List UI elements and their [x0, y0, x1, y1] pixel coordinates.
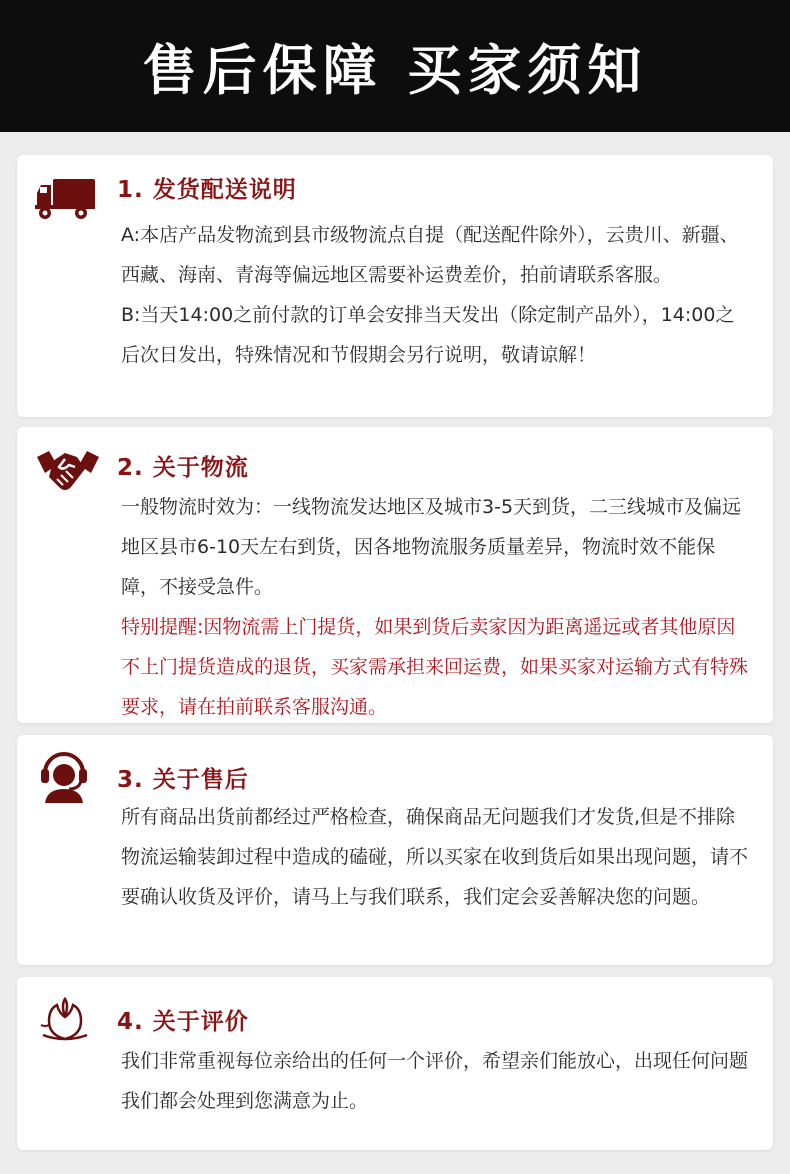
section-title: 1. 发货配送说明 [117, 177, 297, 203]
warning-text: 特别提醒:因物流需上门提货，如果到货后卖家因为距离遥远或者其他原因不上门提货造成的退货，买家需承担来回运费，如果买家对运输方式有特殊要求，请在拍前联系客服沟通。 [121, 616, 749, 718]
section-after-sales [17, 735, 773, 965]
page-header [0, 0, 790, 132]
section-body [121, 487, 753, 727]
handshake-icon [35, 443, 101, 499]
paragraph: A:本店产品发物流到县市级物流点自提（配送配件除外），云贵川、新疆、西藏、海南、青海等偏远地区需要补运费差价，拍前请联系客服。 [121, 224, 739, 286]
section-shipping [17, 155, 773, 417]
section-title: 4. 关于评价 [117, 1009, 249, 1035]
section-title: 2. 关于物流 [117, 455, 249, 481]
section-body [121, 797, 753, 917]
customer-service-icon [39, 751, 89, 803]
page-title: 售后保障 买家须知 [142, 38, 648, 102]
truck-icon [35, 175, 97, 221]
paragraph: 我们非常重视每位亲给出的任何一个评价，希望亲们能放心，出现任何问题我们都会处理到您满意为止。 [121, 1050, 749, 1112]
section-title: 3. 关于售后 [117, 767, 249, 793]
flower-icon [39, 995, 91, 1047]
section-body [121, 215, 753, 375]
section-body [121, 1041, 753, 1121]
section-reviews [17, 977, 773, 1150]
paragraph: B:当天14:00之前付款的订单会安排当天发出（除定制产品外），14:00之后次日发出，特殊情况和节假期会另行说明，敬请谅解！ [121, 304, 735, 366]
paragraph: 所有商品出货前都经过严格检查，确保商品无问题我们才发货,但是不排除物流运输装卸过程中造成的磕碰，所以买家在收到货后如果出现问题，请不要确认收货及评价，请马上与我们联系，我们定会妥善解决您的问题。 [121, 806, 749, 908]
paragraph: 一般物流时效为：一线物流发达地区及城市3-5天到货，二三线城市及偏远地区县市6-10天左右到货，因各地物流服务质量差异，物流时效不能保障，不接受急件。 [121, 496, 742, 598]
section-logistics [17, 427, 773, 723]
